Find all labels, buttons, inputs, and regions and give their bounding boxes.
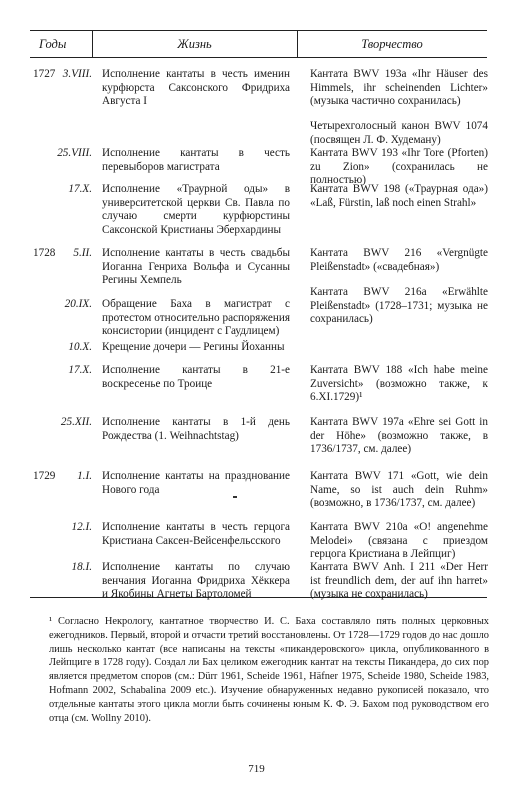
row-life: Исполнение кантаты в 21-е воскресенье по Троице: [102, 364, 290, 390]
row-life: Исполнение кантаты по случаю венчания Иоганна Фридриха Хёккера и Якобины Агнеты Бартоломей: [102, 561, 290, 601]
row-life: Обращение Баха в магистрат с протестом относительно распоряжения консистории (инцидент с Гаудлицем): [102, 298, 290, 338]
row-work: Кантата BWV 198 («Траурная ода») «Laß, Fürstin, laß noch einen Strahl»: [310, 183, 488, 209]
row-work: Кантата BWV 216 «Vergnügte Pleißenstadt» («свадебная»): [310, 247, 488, 273]
row-work: Кантата BWV 197a «Ehre sei Gott in der Höhe» (возможно также, в 1736/1737, см. далее): [310, 416, 488, 456]
row-date: 10.X.: [68, 341, 92, 353]
row-work: Кантата BWV 210a «O! angenehme Melodei» (связана с приездом герцога Кристиана в Лейпциг): [310, 521, 488, 561]
row-year: 1727: [33, 68, 56, 80]
row-date: 12.I.: [71, 521, 92, 533]
row-life: Исполнение кантаты в честь именин курфюрста Саксонского Фридриха Августа I: [102, 68, 290, 108]
row-date: 1.I.: [77, 470, 92, 482]
row-work: Кантата BWV 193a «Ihr Häuser des Himmels, ihr scheinenden Lichter» (музыка частично сохранилась): [310, 68, 488, 108]
row-work: Четырехголосный канон BWV 1074 (посвящен Л. Ф. Худеману): [310, 120, 488, 146]
stray-mark: [233, 496, 237, 498]
row-date: 25.XII.: [60, 416, 92, 428]
row-life: Исполнение «Траурной оды» в университетской церкви Св. Павла по случаю смерти курфюрстины Саксонской Кристианы Эберхардины: [102, 183, 290, 237]
row-work: Кантата BWV Anh. I 211 «Der Herr ist freundlich dem, der auf ihn harret» (музыка не сохранилась): [310, 561, 488, 601]
row-work: Кантата BWV 188 «Ich habe meine Zuversicht» (возможно также, к 6.XI.1729)¹: [310, 364, 488, 404]
row-date: 25.VIII.: [57, 147, 92, 159]
top-rule: [30, 30, 487, 31]
row-year: 1728: [33, 247, 56, 259]
row-date: 17.X.: [68, 183, 92, 195]
footnote: ¹ Согласно Некрологу, кантатное творчество И. С. Баха составляло пять полных церковных ежегодников. Первый, второй и отчасти третий восстановлены. От 1728—1729 годов до нас дошло лишь несколько кантат (все написаны на тексты «пикандеровского» цикла, опубликованного в Лейпциге в 1728 году). Создал ли Бах целиком ежегодник кантат на тексты Пикандера, до сих пор является предметом споров (см.: Dürr 1961, Scheide 1961, Häfner 1975, Scheide 1980, Scheide 1983, Hofmann 2002, Schabalina 2009 etc.). Изучение обнаруженных недавно рукописей показало, что отдельные кантаты этого цикла могли быть сочинены юным К. Ф. Э. Бахом под руководством его отца (см. Wollny 2010).: [49, 616, 489, 724]
row-date: 17.X.: [68, 364, 92, 376]
row-date: 20.IX.: [64, 298, 92, 310]
row-work: Кантата BWV 171 «Gott, wie dein Name, so ist auch dein Ruhm» (возможно, в 1736/1737, см. далее): [310, 470, 488, 510]
page-number: 719: [248, 763, 265, 775]
row-date: 3.VIII.: [62, 68, 92, 80]
row-life: Исполнение кантаты в 1-й день Рождества (1. Weihnachtstag): [102, 416, 290, 442]
row-life: Исполнение кантаты в честь свадьбы Иоганна Генриха Вольфа и Сусанны Регины Хемпель: [102, 247, 290, 287]
row-year: 1729: [33, 470, 56, 482]
header-works: Творчество: [361, 37, 423, 51]
row-work: Кантата BWV 193 «Ihr Tore (Pforten) zu Zion» (сохранилась не полностью): [310, 147, 488, 187]
row-life: Исполнение кантаты на празднование Нового года: [102, 470, 290, 496]
row-date: 5.II.: [73, 247, 92, 259]
row-life: Крещение дочери — Регины Йоханны: [102, 341, 285, 353]
row-life: Исполнение кантаты в честь перевыборов магистрата: [102, 147, 290, 173]
row-work: Кантата BWV 216a «Erwählte Pleißenstadt» (1728–1731; музыка не сохранилась): [310, 286, 488, 326]
row-date: 18.I.: [71, 561, 92, 573]
header-life: Жизнь: [177, 37, 212, 51]
row-life: Исполнение кантаты в честь герцога Кристиана Саксен-Вейсенфельсского: [102, 521, 290, 547]
header-years: Годы: [39, 37, 67, 51]
header-rule: [30, 57, 487, 58]
